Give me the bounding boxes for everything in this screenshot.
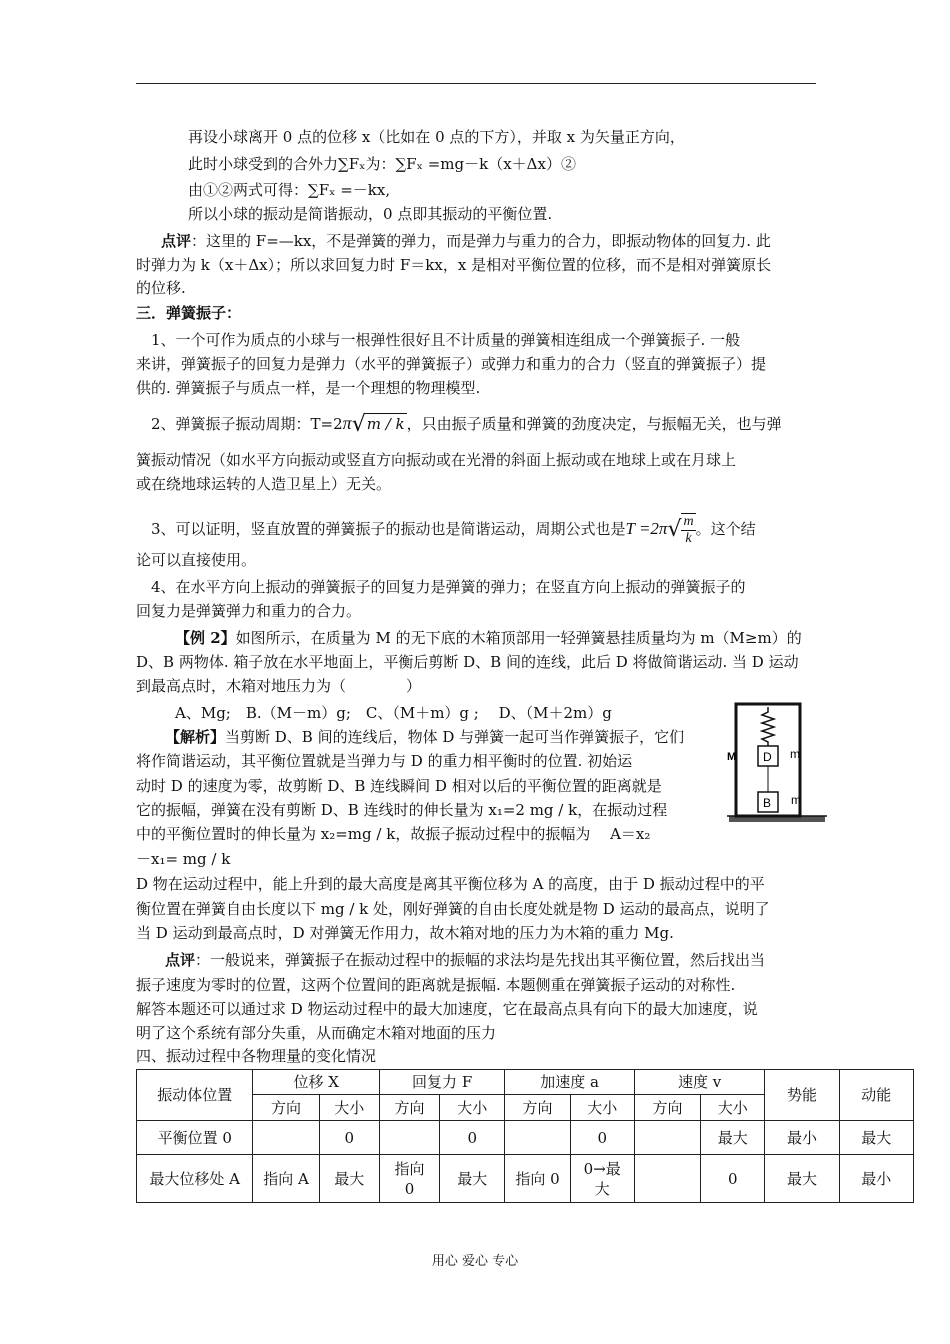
table-cell: 指向 0	[505, 1155, 570, 1203]
formula-line	[151, 512, 756, 547]
text-line: 此时小球受到的合外力∑Fₓ为：∑Fₓ =mg－k（x＋Δx）②	[188, 155, 576, 173]
table-cell: 0	[440, 1121, 505, 1155]
subheader-direction: 方向	[253, 1095, 319, 1121]
answer-options: A、Mg; B.（M－m）g; C、（M＋m）g ; D、（M＋2m）g	[175, 704, 612, 722]
text-line: 明了这个系统有部分失重，从而确定木箱对地面的压力	[136, 1024, 497, 1042]
text-line: 如图所示，在质量为 M 的无下底的木箱顶部用一轻弹簧悬挂质量均为 m（M≥m）的	[235, 629, 802, 647]
table-cell: 最大位移处 A	[137, 1155, 253, 1203]
label-B: B	[763, 796, 772, 810]
text-line: D 物在运动过程中，能上升到的最大高度是离其平衡位移为 A 的高度，由于 D 振动过程中的平	[136, 875, 765, 893]
subheader-magnitude: 大小	[701, 1095, 765, 1121]
text-line: 来讲，弹簧振子的回复力是弹力（水平的弹簧振子）或弹力和重力的合力（竖直的弹簧振子）提	[136, 355, 767, 373]
header-restoring-force: 回复力 F	[379, 1070, 504, 1095]
table-cell: 最大	[839, 1121, 913, 1155]
text-line: 2、弹簧振子振动周期：T=2	[151, 415, 343, 433]
text-line: 解答本题还可以通过求 D 物运动过程中的最大加速度，它在最高点具有向下的最大加速度，说	[136, 1000, 758, 1018]
text-line: 的位移.	[136, 279, 186, 297]
label-m-b: m	[791, 793, 801, 807]
sqrt-content: m / k	[366, 415, 405, 433]
section-heading: 三．弹簧振子：	[136, 304, 242, 322]
subheader-magnitude: 大小	[570, 1095, 634, 1121]
table-cell: 0	[701, 1155, 765, 1203]
text-line: 4、在水平方向上振动的弹簧振子的回复力是弹簧的弹力；在竖直方向上振动的弹簧振子的	[151, 578, 746, 596]
text-line: 振子速度为零时的位置，这两个位置间的距离就是振幅. 本题侧重在弹簧振子运动的对称性.	[136, 976, 736, 994]
formula-text: T =2π	[625, 519, 668, 538]
quantities-table	[136, 1069, 914, 1203]
header-potential-energy: 势能	[765, 1070, 839, 1121]
review-label: 点评	[165, 951, 196, 969]
text-line: 1、一个可作为质点的小球与一根弹性很好且不计质量的弹簧相连组成一个弹簧振子. 一般	[151, 331, 741, 349]
text-line: 时弹力为 k（x＋Δx）；所以求回复力时 F＝kx，x 是相对平衡位置的位移，而不是相对弹簧原长	[136, 256, 772, 274]
spring-icon	[762, 707, 774, 746]
table-cell: 指向 0	[379, 1155, 439, 1203]
header-acceleration: 加速度 a	[505, 1070, 634, 1095]
subheader-direction: 方向	[634, 1095, 700, 1121]
table-cell: 0	[570, 1121, 634, 1155]
text-line: 由①②两式可得：∑Fₓ =－kx,	[188, 181, 391, 199]
table-row	[137, 1155, 914, 1203]
example-label: 【例 2】	[175, 629, 236, 647]
subheader-magnitude: 大小	[440, 1095, 505, 1121]
header-position: 振动体位置	[137, 1070, 253, 1121]
text-line: 簧振动情况（如水平方向振动或竖直方向振动或在光滑的斜面上振动或在地球上或在月球上	[136, 451, 737, 469]
solution-paragraph	[165, 727, 684, 747]
subheader-magnitude: 大小	[319, 1095, 379, 1121]
formula-line	[151, 413, 782, 435]
text-line: －x₁= mg / k	[136, 850, 231, 868]
table-cell: 最大	[319, 1155, 379, 1203]
label-M: M	[727, 751, 737, 763]
text-line: 当 D 运动到最高点时，D 对弹簧无作用力，故木箱对地的压力为木箱的重力 Mg.	[136, 924, 674, 942]
table-cell: 0→最大	[570, 1155, 634, 1203]
spring-box-diagram	[727, 700, 827, 824]
text-line: 它的振幅，弹簧在没有剪断 D、B 连线时的伸长量为 x₁=2 mg / k，在振动过程	[136, 801, 668, 819]
text-line: D、B 两物体. 箱子放在水平地面上，平衡后剪断 D、B 间的连线，此后 D 将做简谐运动. 当 D 运动	[136, 653, 799, 671]
table-cell: 最小	[765, 1121, 839, 1155]
page-footer: 用心 爱心 专心	[431, 1254, 519, 1269]
review-paragraph	[161, 231, 771, 251]
header-kinetic-energy: 动能	[839, 1070, 913, 1121]
text-line: 论可以直接使用。	[136, 551, 257, 569]
example-paragraph	[175, 628, 802, 648]
text-line: 衡位置在弹簧自由长度以下 mg / k 处，刚好弹簧的自由长度处就是物 D 运动的最高点，说明了	[136, 900, 770, 918]
text-line: 到最高点时，木箱对地压力为（ ）	[136, 677, 422, 695]
table-cell: 最大	[701, 1121, 765, 1155]
fraction-numerator: m	[683, 514, 694, 529]
table-row	[137, 1121, 914, 1155]
text-line: 。这个结	[695, 520, 756, 538]
table-cell	[505, 1121, 570, 1155]
text-line: 当剪断 D、B 间的连线后，物体 D 与弹簧一起可当作弹簧振子，它们	[225, 728, 685, 746]
text-line: 将作简谐运动，其平衡位置就是当弹力与 D 的重力相平衡时的位置. 初始运	[136, 752, 633, 770]
table-cell	[379, 1121, 439, 1155]
subheader-direction: 方向	[379, 1095, 439, 1121]
table-cell: 指向 A	[253, 1155, 319, 1203]
solution-label: 【解析】	[165, 728, 226, 746]
table-cell: 最大	[440, 1155, 505, 1203]
header-velocity: 速度 v	[634, 1070, 764, 1095]
text-line: 或在绕地球运转的人造卫星上）无关。	[136, 475, 392, 493]
table-cell: 平衡位置 0	[137, 1121, 253, 1155]
spring-box-figure	[727, 700, 827, 824]
review-paragraph	[165, 950, 765, 970]
table-cell	[634, 1121, 700, 1155]
text-line: ，只由振子质量和弹簧的劲度决定，与振幅无关，也与弹	[406, 415, 782, 433]
text-line: 回复力是弹簧弹力和重力的合力。	[136, 602, 362, 620]
subheader-direction: 方向	[505, 1095, 570, 1121]
text-line: ：一般说来，弹簧振子在振动过程中的振幅的求法均是先找出其平衡位置，然后找出当	[195, 951, 766, 969]
header-rule	[136, 83, 816, 84]
header-displacement: 位移 X	[253, 1070, 379, 1095]
section-heading: 四、振动过程中各物理量的变化情况	[136, 1047, 377, 1065]
sqrt-icon: √	[351, 412, 366, 437]
table-cell: 最大	[765, 1155, 839, 1203]
label-m-d: m	[790, 747, 800, 761]
text-line: 中的平衡位置时的伸长量为 x₂=mg / k，故振子振动过程中的振幅为 A＝x₂	[136, 825, 651, 843]
text-line: 供的. 弹簧振子与质点一样，是一个理想的物理模型.	[136, 379, 481, 397]
label-D: D	[763, 750, 772, 764]
table-cell: 最小	[839, 1155, 913, 1203]
pi-symbol: π	[342, 413, 352, 433]
text-line: 再设小球离开 0 点的位移 x（比如在 0 点的下方），并取 x 为矢量正方向，	[188, 128, 685, 146]
table-cell	[634, 1155, 700, 1203]
text-line: 所以小球的振动是简谐振动，0 点即其振动的平衡位置.	[188, 205, 553, 223]
table-cell	[253, 1121, 319, 1155]
text-line: 动时 D 的速度为零，故剪断 D、B 连线瞬间 D 相对以后的平衡位置的距离就是	[136, 777, 662, 795]
review-label: 点评	[161, 232, 192, 250]
fraction-denominator: k	[685, 531, 692, 546]
table-cell: 0	[319, 1121, 379, 1155]
text-line: 3、可以证明，竖直放置的弹簧振子的振动也是简谐运动，周期公式也是	[151, 520, 626, 538]
sqrt-icon: √	[667, 517, 682, 542]
fraction	[681, 513, 695, 547]
table-header-row	[137, 1070, 914, 1095]
text-line: ：这里的 F=—kx，不是弹簧的弹力，而是弹力与重力的合力，即振动物体的回复力. 此	[191, 232, 771, 250]
